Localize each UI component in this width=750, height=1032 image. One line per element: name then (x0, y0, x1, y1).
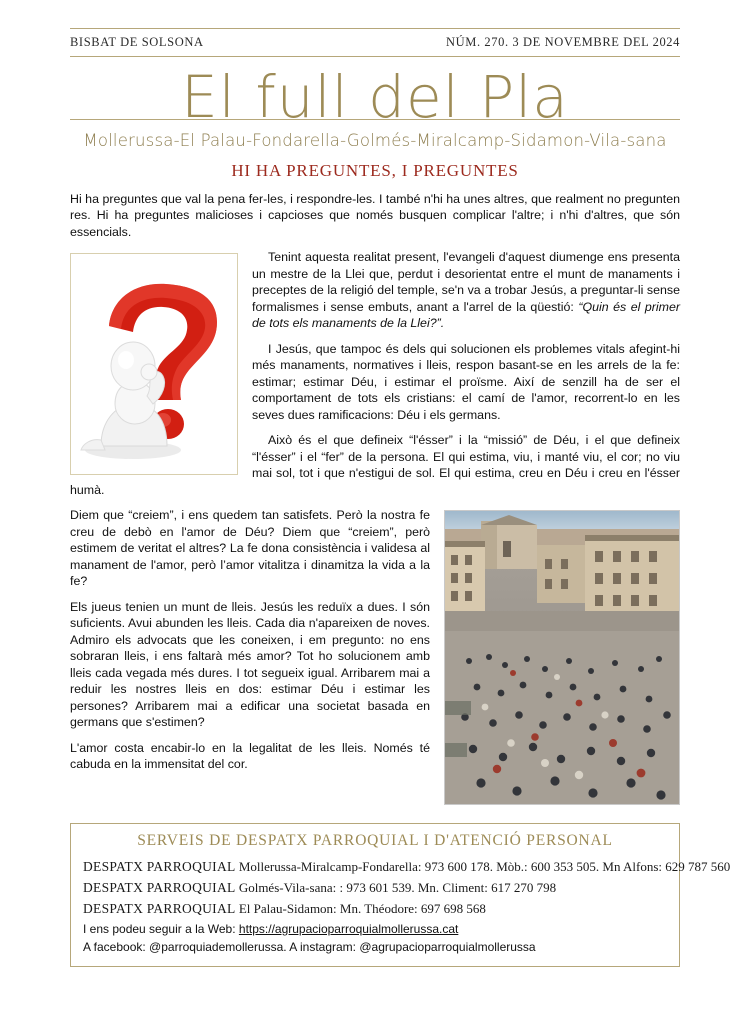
office-hours-box (70, 823, 731, 967)
office-hours-title: SERVEIS DE DESPATX PARROQUIAL I D'ATENCIÓ PERSONAL (137, 832, 613, 850)
masthead-bottom-rule (70, 56, 680, 57)
paragraph-2-text: Tenint aquesta realitat present, l'evangeli d'aquest diumenge ens presenta un mestre de la Llei que, perdut i desorientat entre el munt de manaments i preceptes de la religió del temple, se'n va a trobar Jesús, a preguntar-li sense formalismes i sense embuts, anant a l'arrel de la qüestió: (252, 250, 680, 314)
paragraph-6: Els jueus tenien un munt de lleis. Jesús les reduïx a dues. I són suficients. Avui abunden les lleis. Cada dia n'apareixen de noves. Admiro els advocats que les coneixen, i em pregunto: no ens sobraran lleis, i ens faltarà més amor? Tot ho solucionem amb lleis cada vegada més dures. I tot segueix igual. Arribarem mai a reduir les nostres lleis en dos: estimar Déu i estimar les persones? Arribarem mai a edificar una societat basada en germans que s'estimen? (70, 599, 430, 730)
parishes-subtitle-wrap (70, 130, 680, 151)
office-row (83, 899, 667, 919)
paragraph-2-quote: “Quin és el primer de tots els manaments de la Llei?”. (252, 299, 680, 331)
web-prefix: I ens podeu seguir a la Web: (83, 921, 239, 936)
masthead-top-rule (70, 28, 680, 29)
website-link[interactable]: https://agrupacioparroquialmollerussa.cat (238, 921, 459, 936)
question-mark-image (70, 253, 238, 475)
office-label: DESPATX PARROQUIAL (83, 901, 236, 917)
page-title: El full del Pla (181, 63, 569, 131)
issue-label: NÚM. 270. 3 DE NOVEMBRE DEL 2024 (445, 35, 680, 49)
article-body (70, 191, 680, 812)
diocese-label: BISBAT DE SOLSONA (70, 35, 204, 49)
social-line: A facebook: @parroquiademollerussa. A instagram: @agrupacioparroquialmollerussa (83, 939, 536, 954)
masthead-header (70, 35, 680, 56)
paragraph-5: Diem que “creiem”, i ens quedem tan satisfets. Però la nostra fe creu de debò en l'amor de Déu? Diem que “creiem”, però estimem de veritat el altres? La fe dona consistència i validesa al manament de l'amor, però l’amor vitalitza i dinamitza la vida a la fe? (70, 508, 430, 589)
paragraph-7: L'amor costa encabir-lo en la legalitat de les lleis. Només té cabuda en la immensitat del cor. (70, 740, 430, 772)
office-detail: Mollerussa-Miralcamp-Fondarella: 973 600 178. Mòb.: 600 353 505. Mn Alfons: 629 787 560 (238, 859, 731, 875)
question-mark-icon (71, 254, 237, 474)
office-row (83, 857, 731, 877)
office-detail: Golmés-Vila-sana: : 973 601 539. Mn. Climent: 617 270 798 (238, 880, 557, 896)
paragraph-4: Això és el que defineix “l'ésser” i la “missió” de Déu, i el que defineix “l'ésser” i el “fer” de la persona. El qui estima, viu, i manté viu, el cor; no viu mai sol, tot i que n'estigui de sol. El qui estima, creu en Déu i creu en l'ésser humà. (70, 433, 680, 497)
town-square-crowd-image (445, 511, 679, 804)
office-row (83, 878, 667, 898)
office-label: DESPATX PARROQUIAL (83, 880, 236, 896)
parishes-subtitle: Mollerussa-El Palau-Fondarella-Golmés-Miralcamp-Sidamon-Vila-sana (79, 131, 670, 150)
paragraph-3: I Jesús, que tampoc és dels qui solucionen els problemes vitals afegint-hi més manaments, normatives i lleis, respon basant-se en les arrels de la fe: estimar; estimar Déu, i estimar el proïsme. Així de senzill ha de ser el comportament de tots els cristians: el camí de l'amor, recorrent-lo en les seves dues ramificacions: Déu i els germans. (252, 341, 680, 422)
article-title: HI HA PREGUNTES, I PREGUNTES (231, 160, 519, 180)
office-label: DESPATX PARROQUIAL (83, 859, 236, 875)
paragraph-1: Hi ha preguntes que val la pena fer-les, i respondre-les. I també n'hi ha unes altres, que realment no pregunten res. Hi ha preguntes malicioses i capcioses que només busquen complicar l'altre; i n'hi d'altres, que són essencials. (70, 191, 680, 239)
town-square-photo (444, 510, 680, 805)
subtitle-rule (70, 119, 680, 120)
web-line (83, 920, 667, 938)
office-detail: El Palau-Sidamon: Mn. Théodore: 697 698 568 (238, 901, 486, 917)
